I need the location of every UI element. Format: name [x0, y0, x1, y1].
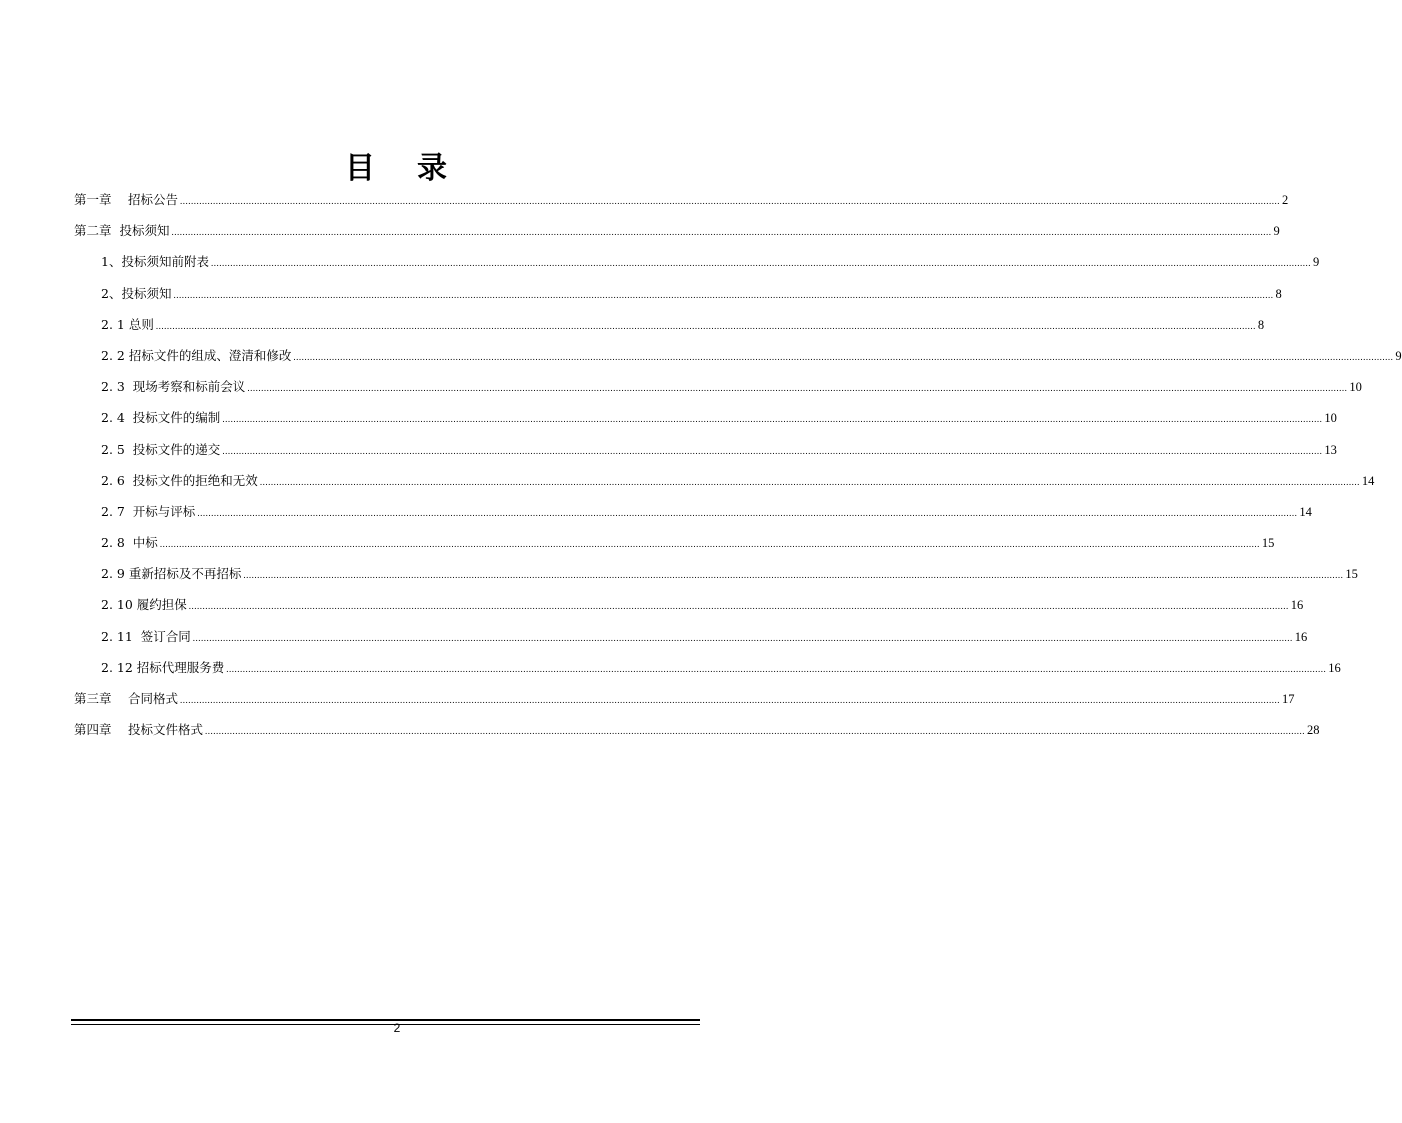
toc-entry-label: 2. 1 总则	[101, 316, 154, 332]
toc-entry[interactable]	[74, 184, 1289, 215]
toc-entry-label: 2. 8 中标	[101, 535, 158, 551]
toc-leader-dots: ................................................................................................................................................................................................................................................................................................................................................................................................................	[179, 196, 1280, 206]
toc-entry[interactable]	[74, 652, 1341, 683]
toc-leader-dots: ................................................................................................................................................................................................................................................................................................................................................................................................................	[159, 539, 1260, 550]
toc-entry-label: 第二章 投标须知	[74, 223, 170, 239]
toc-leader-dots: ................................................................................................................................................................................................................................................................................................................................................................................................................	[222, 445, 1323, 456]
toc-entry-page: 14	[1299, 504, 1312, 519]
toc-leader-dots: ................................................................................................................................................................................................................................................................................................................................................................................................................	[179, 695, 1280, 705]
toc-entry-label: 2. 9 重新招标及不再招标	[101, 566, 242, 582]
toc-entry[interactable]	[74, 434, 1337, 465]
toc-entry-label: 第四章 投标文件格式	[74, 722, 203, 738]
toc-entry[interactable]	[74, 465, 1375, 496]
toc-entry-page: 17	[1281, 692, 1295, 706]
toc-entry[interactable]	[74, 621, 1308, 652]
toc-leader-dots: ................................................................................................................................................................................................................................................................................................................................................................................................................	[226, 663, 1327, 674]
toc-entry[interactable]	[74, 215, 1280, 246]
toc-entry[interactable]	[74, 371, 1362, 402]
toc-entry-page: 15	[1261, 536, 1275, 551]
toc-entry-page: 2	[1281, 193, 1289, 207]
toc-leader-dots: ................................................................................................................................................................................................................................................................................................................................................................................................................	[222, 414, 1323, 425]
toc-leader-dots: ................................................................................................................................................................................................................................................................................................................................................................................................................	[192, 632, 1293, 643]
toc-leader-dots: ................................................................................................................................................................................................................................................................................................................................................................................................................	[210, 258, 1311, 269]
toc-leader-dots: ................................................................................................................................................................................................................................................................................................................................................................................................................	[293, 351, 1394, 362]
toc-leader-dots: ................................................................................................................................................................................................................................................................................................................................................................................................................	[247, 383, 1348, 394]
title-char-1: 目	[345, 151, 377, 186]
toc-entry-label: 2. 7 开标与评标	[101, 503, 196, 519]
toc-entry[interactable]	[74, 278, 1282, 309]
toc-entry[interactable]	[74, 558, 1358, 589]
toc-entry[interactable]	[74, 589, 1304, 620]
toc-entry-label: 2. 5 投标文件的递交	[101, 441, 221, 457]
toc-entry-page: 9	[1395, 348, 1402, 363]
toc-leader-dots: ................................................................................................................................................................................................................................................................................................................................................................................................................	[197, 507, 1298, 518]
toc-entry[interactable]	[74, 527, 1275, 558]
toc-entry-page: 14	[1361, 473, 1375, 488]
toc-entry-page: 9	[1312, 255, 1320, 270]
toc-entry[interactable]	[74, 309, 1265, 340]
table-of-contents	[74, 184, 1402, 745]
toc-entry-label: 2、投标须知	[101, 285, 172, 301]
toc-entry-page: 9	[1273, 224, 1280, 239]
toc-entry[interactable]	[74, 340, 1402, 371]
toc-entry[interactable]	[74, 246, 1320, 277]
toc-entry-page: 28	[1306, 723, 1320, 738]
toc-entry-page: 8	[1275, 286, 1282, 301]
title-char-2: 录	[417, 151, 449, 186]
toc-entry-label: 2. 6 投标文件的拒绝和无效	[101, 472, 258, 488]
page-number: 2	[393, 1021, 401, 1035]
toc-entry-label: 2. 3 现场考察和标前会议	[101, 379, 246, 395]
toc-leader-dots: ................................................................................................................................................................................................................................................................................................................................................................................................................	[155, 320, 1256, 331]
toc-entry-page: 10	[1324, 411, 1337, 426]
toc-entry-label: 2. 10 履约担保	[101, 597, 187, 613]
toc-leader-dots: ................................................................................................................................................................................................................................................................................................................................................................................................................	[171, 227, 1272, 238]
toc-leader-dots: ................................................................................................................................................................................................................................................................................................................................................................................................................	[243, 570, 1344, 581]
toc-entry-page: 13	[1324, 442, 1337, 457]
toc-entry[interactable]	[74, 402, 1337, 433]
toc-entry-page: 8	[1257, 317, 1265, 332]
toc-leader-dots: ................................................................................................................................................................................................................................................................................................................................................................................................................	[204, 726, 1305, 737]
toc-entry-page: 10	[1349, 380, 1362, 395]
toc-leader-dots: ................................................................................................................................................................................................................................................................................................................................................................................................................	[173, 289, 1274, 300]
toc-entry[interactable]	[74, 714, 1320, 745]
toc-entry-label: 2. 12 招标代理服务费	[101, 659, 225, 675]
toc-entry-label: 第三章 合同格式	[74, 691, 178, 706]
toc-entry-page: 15	[1345, 567, 1358, 582]
toc-entry-label: 第一章 招标公告	[74, 192, 178, 207]
page-title	[0, 143, 794, 187]
toc-leader-dots: ................................................................................................................................................................................................................................................................................................................................................................................................................	[188, 601, 1289, 612]
toc-entry-page: 16	[1290, 598, 1304, 613]
toc-entry-page: 16	[1328, 660, 1341, 675]
toc-entry-label: 2. 2 招标文件的组成、澄清和修改	[101, 347, 292, 363]
toc-entry-label: 1、投标须知前附表	[101, 254, 209, 270]
toc-leader-dots: ................................................................................................................................................................................................................................................................................................................................................................................................................	[259, 476, 1360, 487]
toc-entry[interactable]	[74, 683, 1295, 714]
toc-entry-page: 16	[1294, 629, 1308, 644]
toc-entry[interactable]	[74, 496, 1312, 527]
toc-entry-label: 2. 4 投标文件的编制	[101, 410, 221, 426]
toc-entry-label: 2. 11 签订合同	[101, 628, 191, 644]
